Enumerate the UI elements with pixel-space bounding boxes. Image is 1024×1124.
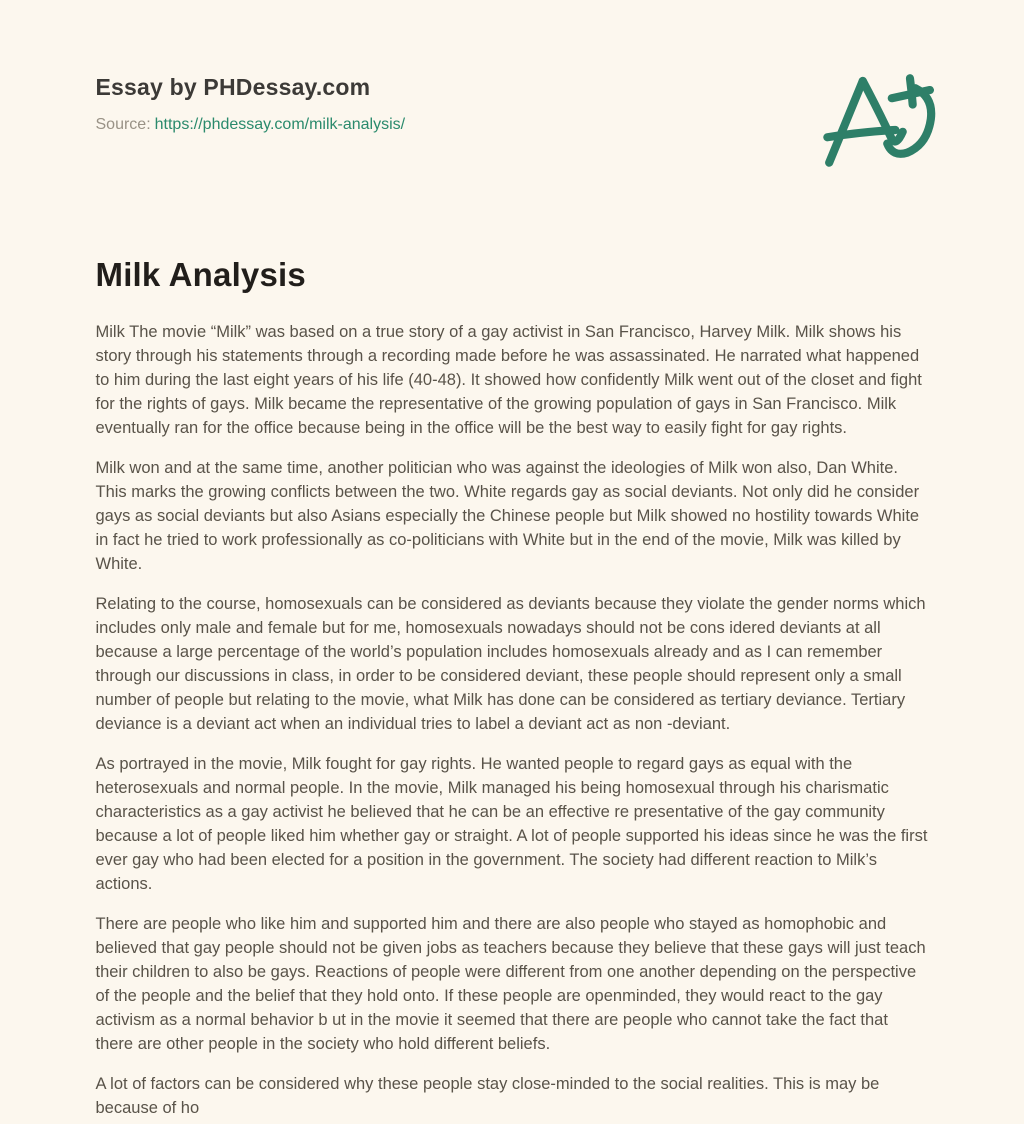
essay-paragraph-3: Relating to the course, homosexuals can be considered as deviants because they violate the gender norms which includes only male and female but for me, homosexuals nowadays should not be cons idered deviants at all because a large percentage of the world’s population includes homosexuals already and as I can remember through our discussions in class, in order to be considered deviant, these people should represent only a small number of people but relating to the movie, what Milk has done can be considered as tertiary deviance. Tertiary deviance is a deviant act when an individual tries to label a deviant act as non -deviant. xyxy=(95,595,926,733)
essay-page xyxy=(96,0,929,1120)
source-line xyxy=(96,116,406,134)
essay-paragraph-1: Milk The movie “Milk” was based on a true story of a gay activist in San Francisco, Harvey Milk. Milk shows his story through his statements through a recording made before he was assassinated. He narrated what happened to him during the last eight years of his life (40-48). It showed how confidently Milk went out of the closet and fight for the rights of gays. Milk became the representative of the growing population of gays in San Francisco. Milk eventually ran for the office because being in the office will be the best way to easily fight for gay rights. xyxy=(95,323,922,437)
essay-body xyxy=(96,320,929,1120)
page-header xyxy=(96,74,929,172)
a-plus-logo-icon xyxy=(821,68,939,172)
essay-paragraph-5: There are people who like him and supported him and there are also people who stayed as homophobic and believed that gay people should not be given jobs as teachers because they believe that these gays will just teach their children to also be gays. Reactions of people were different from one another depending on the perspective of the people and the belief that they hold onto. If these people are openminded, they would react to the gay activism as a normal behavior b ut in the movie it seemed that there are people who cannot take the fact that there are other people in the society who hold different beliefs. xyxy=(95,915,926,1053)
source-label: Source: xyxy=(95,116,151,133)
header-text xyxy=(96,74,406,134)
essay-paragraph-2: Milk won and at the same time, another politician who was against the ideologies of Milk won also, Dan White. This marks the growing conflicts between the two. White regards gay as social deviants. Not only did he consider gays as social deviants but also Asians especially the Chinese people but Milk showed no hostility towards White in fact he tried to work professionally as co-politicians with White but in the end of the movie, Milk was killed by White. xyxy=(95,459,920,573)
essay-content xyxy=(96,256,929,1120)
essay-paragraph-6: A lot of factors can be considered why these people stay close-minded to the social realities. This is may be because of ho xyxy=(95,1075,880,1117)
site-title: Essay by PHDessay.com xyxy=(95,74,371,100)
source-link[interactable]: https://phdessay.com/milk-analysis/ xyxy=(154,116,406,133)
essay-title: Milk Analysis xyxy=(95,256,306,293)
essay-paragraph-4: As portrayed in the movie, Milk fought for gay rights. He wanted people to regard gays as equal with the heterosexuals and normal people. In the movie, Milk managed his being homosexual through his charismatic characteristics as a gay activist he believed that he can be an effective re presentative of the gay community because a lot of people liked him whether gay or straight. A lot of people supported his ideas since he was the first ever gay who had been elected for a position in the government. The society had different reaction to Milk’s actions. xyxy=(95,755,928,893)
